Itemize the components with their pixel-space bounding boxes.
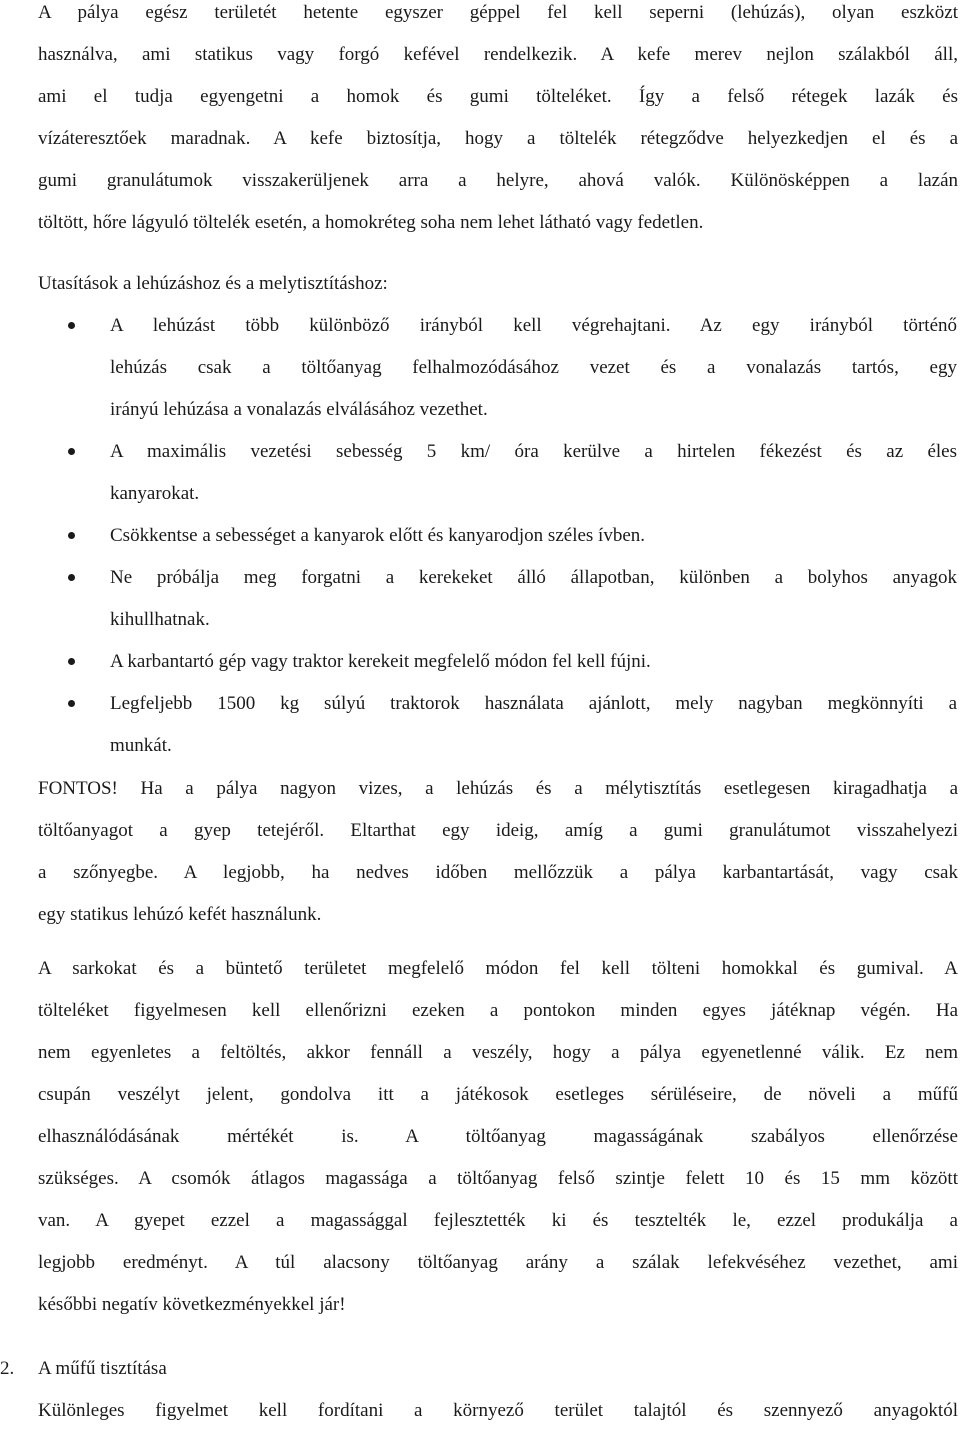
section-number: 2. xyxy=(0,1358,15,1379)
bullet-icon xyxy=(68,322,75,329)
text-line: tölteléket figyelmesen kell ellenőrizni ezeken a pontokon minden egyes játéknap végén. Ha xyxy=(38,1000,958,1021)
text-line: csupán veszélyt jelent, gondolva itt a játékosok esetleges sérüléseire, de növeli a műfű xyxy=(38,1084,958,1105)
text-line: van. A gyepet ezzel a magassággal fejlesztették ki és tesztelték le, ezzel produkálja a xyxy=(38,1210,958,1231)
text-line: töltött, hőre lágyuló töltelék esetén, a homokréteg soha nem lehet látható vagy fedetlen. xyxy=(38,212,704,233)
text-line: lehúzás csak a töltőanyag felhalmozódásához vezet és a vonalazás tartós, egy xyxy=(110,357,957,378)
text-line: kanyarokat. xyxy=(110,483,200,504)
section-title: A műfű tisztítása xyxy=(38,1358,167,1379)
text-line: kihullhatnak. xyxy=(110,609,210,630)
text-line: A sarkokat és a büntető területet megfelelő módon fel kell tölteni homokkal és gumival. A xyxy=(38,958,958,979)
text-line: egy statikus lehúzó kefét használunk. xyxy=(38,904,322,925)
list-item xyxy=(0,683,960,767)
list-item xyxy=(0,641,960,683)
text-line: Különleges figyelmet kell fordítani a környező terület talajtól és szennyező anyagoktól xyxy=(38,1400,958,1421)
list-item xyxy=(0,431,960,515)
text-line: a szőnyegbe. A legjobb, ha nedves időben mellőzzük a pálya karbantartását, vagy csak xyxy=(38,862,958,883)
text-line: A pálya egész területét hetente egyszer géppel fel kell seperni (lehúzás), olyan eszközt xyxy=(38,2,958,23)
text-line: Csökkentse a sebességet a kanyarok előtt és kanyarodjon széles ívben. xyxy=(110,525,646,546)
text-line: későbbi negatív következményekkel jár! xyxy=(38,1294,346,1315)
text-line: töltőanyagot a gyep tetejéről. Eltarthat egy ideig, amíg a gumi granulátumot visszahelyezi xyxy=(38,820,958,841)
text-line: ami el tudja egyengetni a homok és gumi tölteléket. Így a felső rétegek lazák és xyxy=(38,86,958,107)
bullet-icon xyxy=(68,532,75,539)
list-item xyxy=(0,515,960,557)
bullet-icon xyxy=(68,658,75,665)
text-line: vízáteresztőek maradnak. A kefe biztosítja, hogy a töltelék rétegződve helyezkedjen el és a xyxy=(38,128,958,149)
text-line: használva, ami statikus vagy forgó kefével rendelkezik. A kefe merev nejlon szálakból áll, xyxy=(38,44,958,65)
text-line: FONTOS! Ha a pálya nagyon vizes, a lehúzás és a mélytisztítás esetlegesen kiragadhatja a xyxy=(38,778,958,799)
bullet-icon xyxy=(68,448,75,455)
text-line: A lehúzást több különböző irányból kell végrehajtani. Az egy irányból történő xyxy=(110,315,957,336)
text-line: A maximális vezetési sebesség 5 km/ óra kerülve a hirtelen fékezést és az éles xyxy=(110,441,957,462)
text-line: nem egyenletes a feltöltés, akkor fennáll a veszély, hogy a pálya egyenetlenné válik. Ez nem xyxy=(38,1042,958,1063)
bullet-icon xyxy=(68,574,75,581)
bullet-icon xyxy=(68,700,75,707)
text-line: Ne próbálja meg forgatni a kerekeket álló állapotban, különben a bolyhos anyagok xyxy=(110,567,957,588)
text-line: szükséges. A csomók átlagos magassága a töltőanyag felső szintje felett 10 és 15 mm között xyxy=(38,1168,958,1189)
text-line: Legfeljebb 1500 kg súlyú traktorok használata ajánlott, mely nagyban megkönnyíti a xyxy=(110,693,957,714)
list-item xyxy=(0,305,960,431)
text-line: A karbantartó gép vagy traktor kerekeit megfelelő módon fel kell fújni. xyxy=(110,651,651,672)
intro-paragraph xyxy=(38,0,958,244)
text-line: munkát. xyxy=(110,735,172,756)
instructions-heading: Utasítások a lehúzáshoz és a melytisztításhoz: xyxy=(38,273,388,294)
important-paragraph xyxy=(38,768,958,936)
text-line: irányú lehúzása a vonalazás elválásához vezethet. xyxy=(110,399,488,420)
list-item xyxy=(0,557,960,641)
text-line: elhasználódásának mértékét is. A töltőanyag magasságának szabályos ellenőrzése xyxy=(38,1126,958,1147)
text-line: legjobb eredményt. A túl alacsony töltőanyag arány a szálak lefekvéséhez vezethet, ami xyxy=(38,1252,958,1273)
text-line: gumi granulátumok visszakerüljenek arra a helyre, ahová valók. Különösképpen a lazán xyxy=(38,170,958,191)
corners-paragraph xyxy=(38,948,958,1326)
instructions-list xyxy=(0,305,960,767)
